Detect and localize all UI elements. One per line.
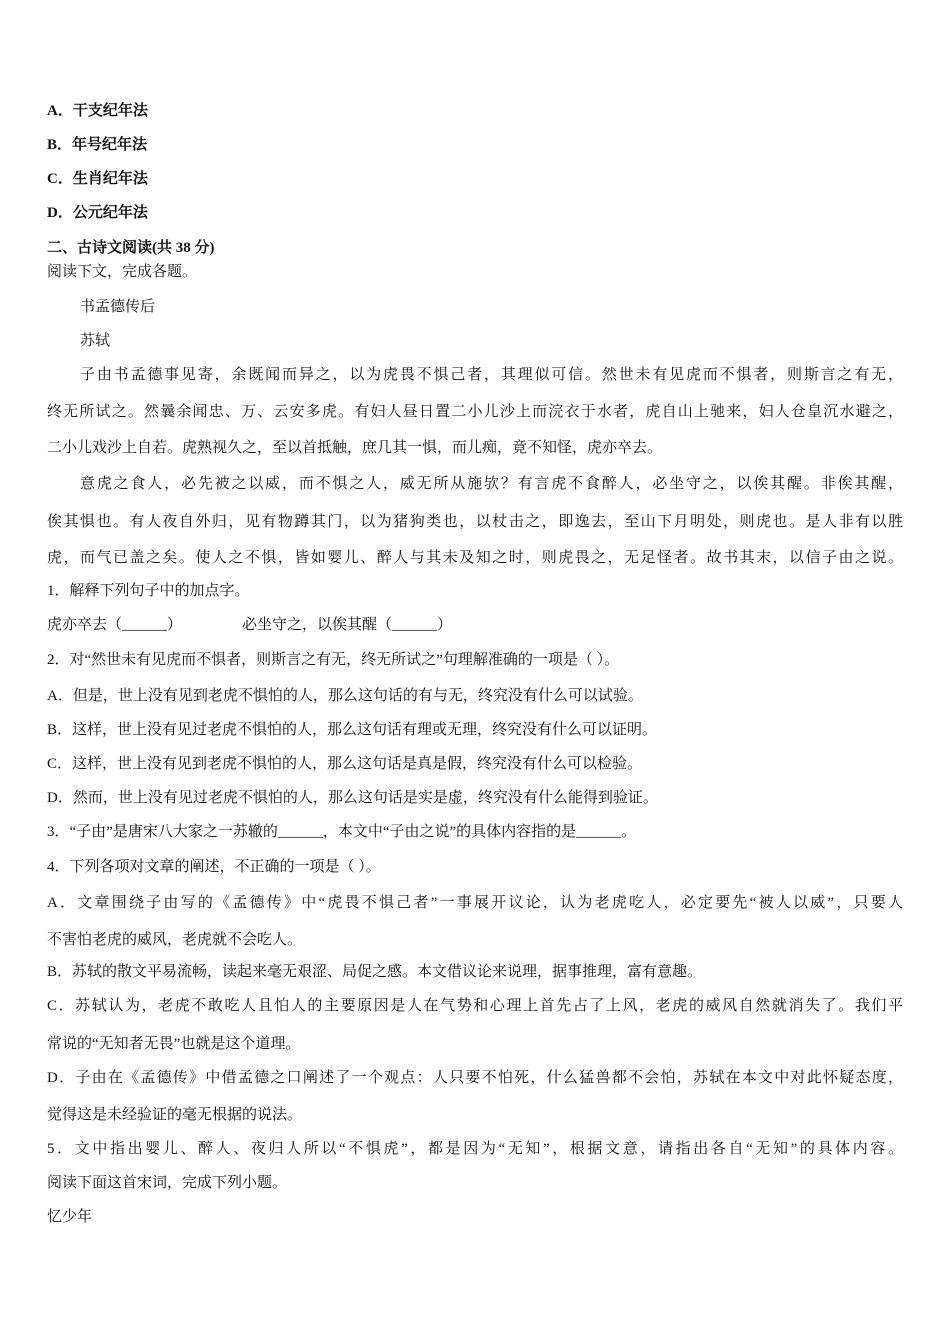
option-a: A．干支纪年法 (47, 103, 148, 119)
option-c: C．生肖纪年法 (47, 171, 148, 187)
q1-item-1: 虎亦卒去（______） (47, 617, 183, 633)
passage-line: 虎，而气已盖之矣。使人之不惧，皆如婴儿、醉人与其未及知之时，则虎畏之，无足怪者。故书其末，以信子由之说。 (47, 548, 903, 566)
q4-option-d: D．子由在《孟德传》中借孟德之口阐述了一个观点：人只要不怕死，什么猛兽都不会怕，苏轼在本文中对此怀疑态度， (47, 1070, 903, 1086)
passage-author: 苏轼 (80, 331, 111, 349)
passage-line: 意虎之食人，必先被之以威，而不惧之人，威无所从施欤？有言虎不食醉人，必坐守之，以俟其醒。非俟其醒， (80, 474, 903, 492)
q4-option-a: A．文章围绕子由写的《孟德传》中“虎畏不惧己者”一事展开议论，认为老虎吃人，必定要先“被人以威”，只要人 (47, 895, 903, 911)
q3-stem: 3．“子由”是唐宋八大家之一苏辙的______，本文中“子由之说”的具体内容指的是______。 (47, 824, 637, 840)
passage-title: 书孟德传后 (80, 297, 156, 315)
q2-option-c: C．这样，世上没有见到老虎不惧怕的人，那么这句话是真是假，终究没有什么可以检验。 (47, 756, 643, 772)
section-instruction: 阅读下文，完成各题。 (47, 264, 198, 280)
q1-items (47, 615, 452, 635)
option-d: D．公元纪年法 (47, 205, 148, 221)
q4-option-d-cont: 觉得这是未经验证的毫无根据的说法。 (47, 1107, 303, 1123)
q4-option-c: C．苏轼认为，老虎不敢吃人且怕人的主要原因是人在气势和心理上首先占了上风，老虎的威风自然就消失了。我们平 (47, 998, 903, 1014)
q4-stem: 4．下列各项对文章的阐述，不正确的一项是（ ）。 (47, 859, 381, 875)
q4-option-b: B．苏轼的散文平易流畅，读起来毫无艰涩、局促之感。本文借议论来说理，据事推理，富有意趣。 (47, 964, 703, 980)
q1-stem: 1．解释下列句子中的加点字。 (47, 583, 250, 599)
q2-option-a: A．但是，世上没有见到老虎不惧怕的人，那么这句话的有与无，终究没有什么可以试验。 (47, 688, 643, 704)
q2-stem: 2．对“然世未有见虎而不惧者，则斯言之有无，终无所试之”句理解准确的一项是（ ）。 (47, 652, 620, 668)
section-heading: 二、古诗文阅读(共 38 分) (47, 240, 215, 256)
option-b: B．年号纪年法 (47, 137, 148, 153)
q4-option-c-cont: 常说的“无知者无畏”也就是这个道理。 (47, 1036, 301, 1052)
q4-option-a-cont: 不害怕老虎的威风，老虎就不会吃人。 (47, 932, 303, 948)
next-instruction: 阅读下面这首宋词，完成下列小题。 (47, 1175, 288, 1191)
passage-line: 俟其惧也。有人夜自外归，见有物蹲其门，以为猪狗类也，以杖击之，即逸去，至山下月明处，则虎也。是人非有以胜 (47, 512, 903, 530)
passage-line: 二小儿戏沙上自若。虎熟视久之，至以首抵触，庶几其一惧，而儿痴，竟不知怪，虎亦卒去。 (47, 438, 663, 456)
passage-line: 终无所试之。然曩余闻忠、万、云安多虎。有妇人昼日置二小儿沙上而浣衣于水者，虎自山上驰来，妇人仓皇沉水避之， (47, 402, 903, 420)
q2-option-d: D．然而，世上没有见过老虎不惧怕的人，那么这句话是实是虚，终究没有什么能得到验证。 (47, 790, 658, 806)
passage-line: 子由书孟德事见寄，余既闻而异之，以为虎畏不惧己者，其理似可信。然世未有见虎而不惧者，则斯言之有无， (80, 365, 903, 383)
q5-stem: 5．文中指出婴儿、醉人、夜归人所以“不惧虎”，都是因为“无知”，根据文意，请指出各自“无知”的具体内容。 (47, 1141, 903, 1157)
q2-option-b: B．这样，世上没有见过老虎不惧怕的人，那么这句话有理或无理，终究没有什么可以证明。 (47, 722, 658, 738)
poem-title: 忆少年 (47, 1209, 93, 1225)
q1-item-2: 必坐守之，以俟其醒（______） (242, 617, 453, 633)
